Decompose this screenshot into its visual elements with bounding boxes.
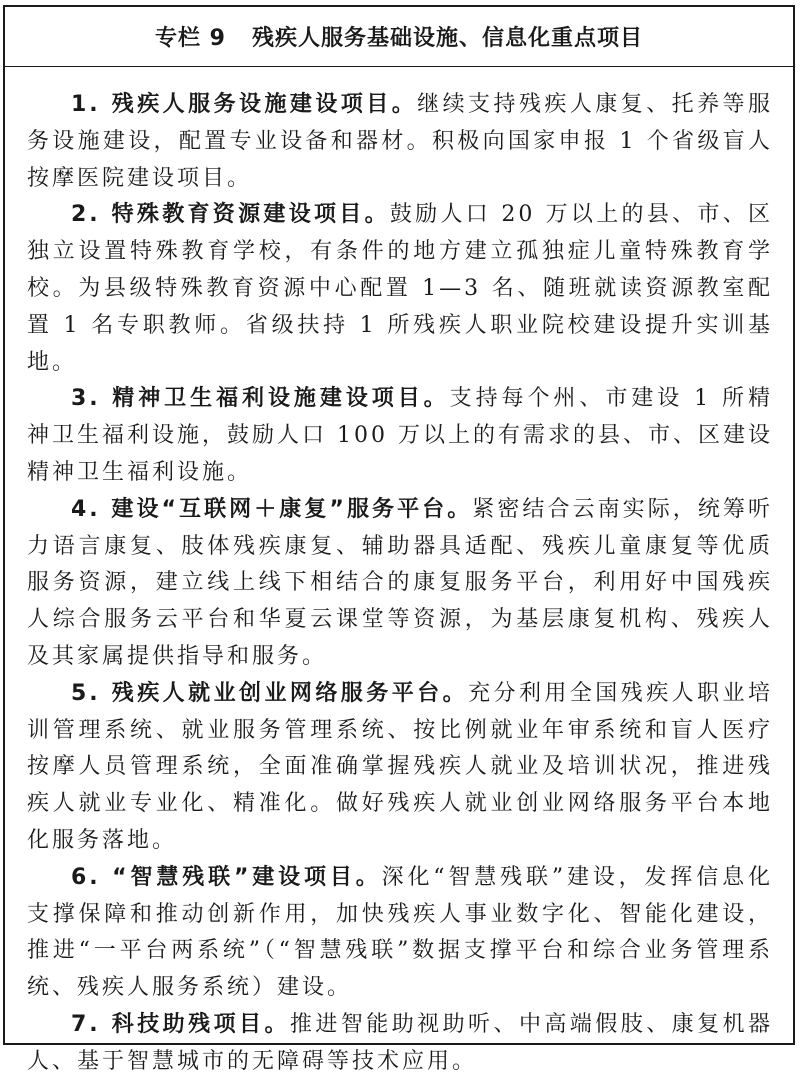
box-title (5, 7, 793, 67)
project-item-5 (27, 676, 773, 860)
project-lead: 5. 残疾人就业创业网络服务平台。 (71, 680, 469, 706)
column-title: 残疾人服务基础设施、信息化重点项目 (251, 26, 643, 51)
project-item-7 (27, 1007, 773, 1081)
project-lead: 4. 建设“互联网＋康复”服务平台。 (71, 496, 473, 522)
project-lead: 6. “智慧残联”建设项目。 (71, 864, 382, 890)
project-text: 鼓励人口 20 万以上的县、市、区独立设置特殊教育学校，有条件的地方建立孤独症儿童特殊教育学校。为县级特殊教育资源中心配置 1—3 名、随班就读资源教室配置 1 名专职教师。省级扶持 1 所残疾人职业院校建设提升实训基地。 (27, 202, 773, 375)
project-lead: 2. 特殊教育资源建设项目。 (71, 202, 390, 228)
project-item-3 (27, 381, 773, 491)
project-lead: 7. 科技助残项目。 (71, 1011, 290, 1037)
project-text: 深化“智慧残联”建设，发挥信息化支撑保障和推动创新作用，加快残疾人事业数字化、智能化建设，推进“一平台两系统”（“智慧残联”数据支撑平台和综合业务管理系统、残疾人服务系统）建设。 (27, 864, 773, 1001)
project-text: 支持每个州、市建设 1 所精神卫生福利设施，鼓励人口 100 万以上的有需求的县、市、区建设精神卫生福利设施。 (27, 386, 774, 485)
project-text: 推进智能助视助听、中高端假肢、康复机器人、基于智慧城市的无障碍等技术应用。 (27, 1011, 773, 1074)
project-text: 紧密结合云南实际，统筹听力语言康复、肢体残疾康复、辅助器具适配、残疾儿童康复等优质服务资源，建立线上线下相结合的康复服务平台，利用好中国残疾人综合服务云平台和华夏云课堂等资源，为基层康复机构、残疾人及其家属提供指导和服务。 (27, 496, 773, 669)
project-item-1 (27, 87, 773, 197)
project-item-6 (27, 860, 773, 1007)
project-text: 继续支持残疾人康复、托养等服务设施建设，配置专业设备和器材。积极向国家申报 1 个省级盲人按摩医院建设项目。 (27, 92, 773, 191)
project-item-4 (27, 492, 773, 676)
project-item-2 (27, 197, 773, 381)
project-lead: 1. 残疾人服务设施建设项目。 (71, 92, 418, 117)
project-list (5, 67, 793, 1081)
project-box (3, 5, 795, 1074)
column-number: 专栏 9 (155, 26, 226, 51)
project-text: 充分利用全国残疾人职业培训管理系统、就业服务管理系统、按比例就业年审系统和盲人医疗按摩人员管理系统，全面准确掌握残疾人就业及培训状况，推进残疾人就业专业化、精准化。做好残疾人就业创业网络服务平台本地化服务落地。 (27, 680, 773, 853)
project-lead: 3. 精神卫生福利设施建设项目。 (71, 386, 450, 412)
